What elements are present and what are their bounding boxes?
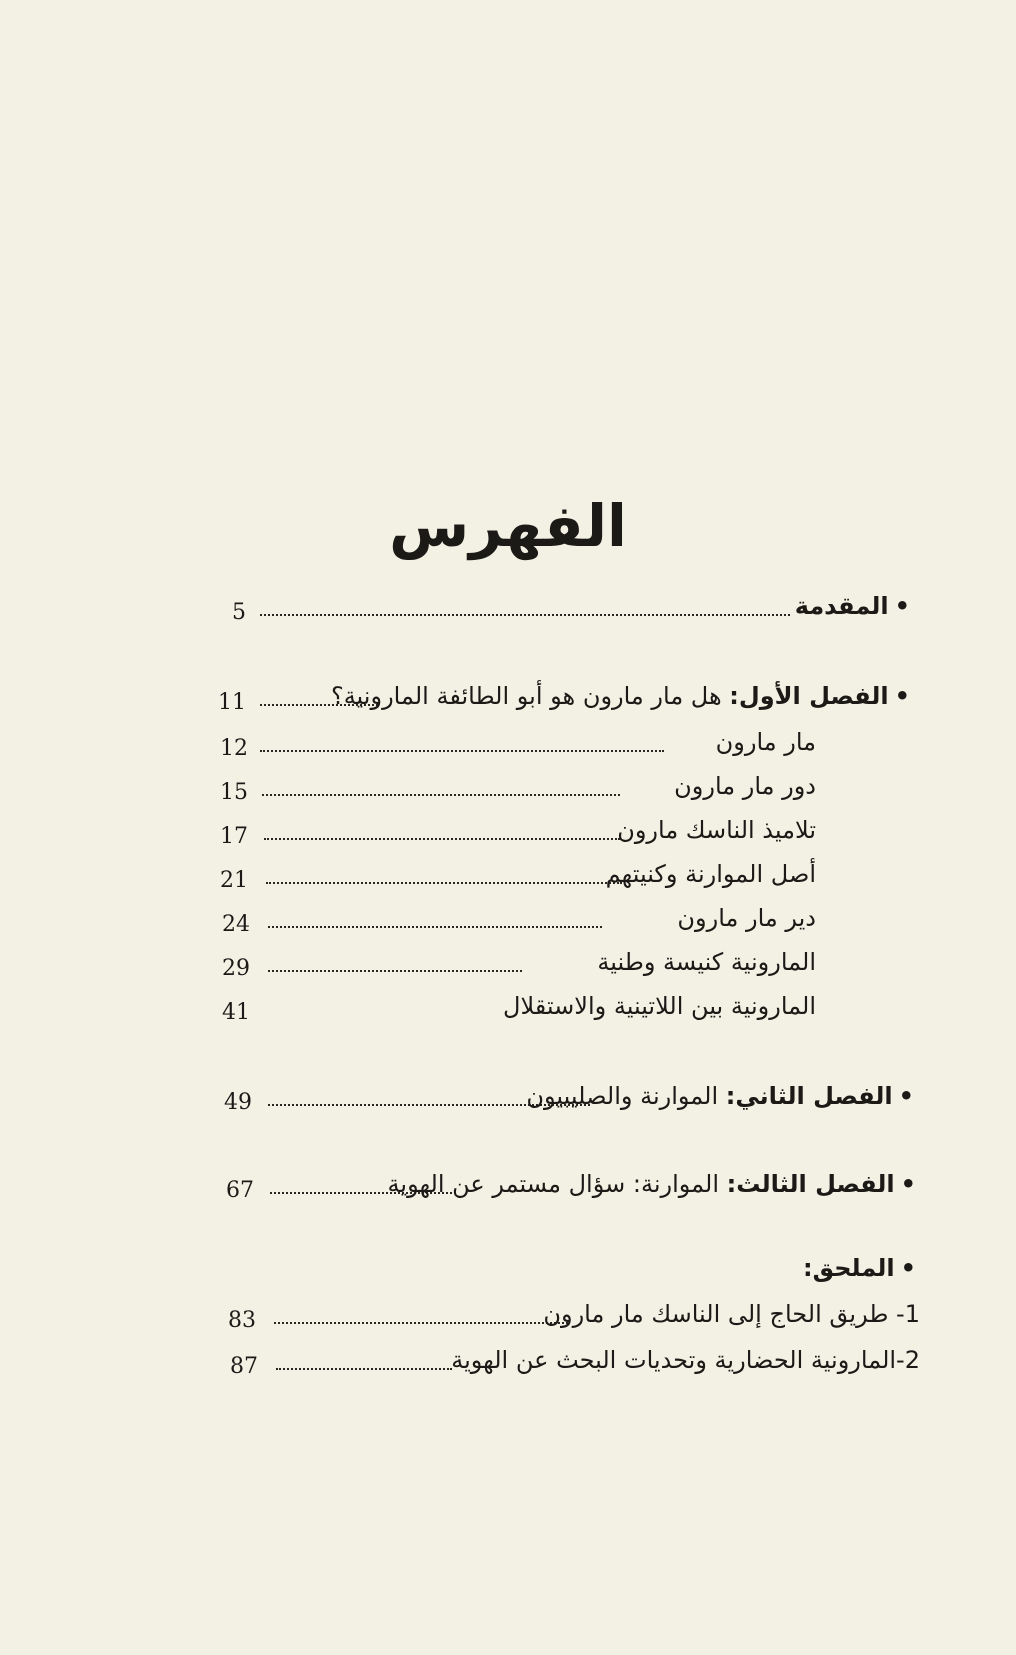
entry-label: دور مار مارون: [674, 772, 816, 800]
dot-leader: [268, 970, 522, 972]
toc-subentry: [222, 904, 816, 944]
page-number: 12: [220, 736, 248, 761]
entry-label: •المقدمة: [794, 592, 910, 620]
dot-leader: [274, 1322, 568, 1324]
toc-entry-appendix: [226, 1254, 916, 1294]
dot-leader: [268, 926, 602, 928]
page-number: 21: [220, 868, 248, 893]
page-number: 87: [230, 1354, 258, 1379]
entry-label: المارونية كنيسة وطنية: [597, 948, 816, 976]
toc-entry-chapter-3: [226, 1170, 916, 1210]
entry-label: 2-المارونية الحضارية وتحديات البحث عن الهوية: [451, 1346, 920, 1374]
entry-label: •الملحق:: [803, 1254, 916, 1282]
entry-label: 1- طريق الحاج إلى الناسك مار مارون: [543, 1300, 920, 1328]
entry-label: مار مارون: [715, 728, 816, 756]
page-number: 11: [218, 690, 246, 715]
page-number: 29: [222, 956, 250, 981]
page-number: 67: [226, 1178, 254, 1203]
page-number: 15: [220, 780, 248, 805]
toc-entry-chapter-1: [218, 682, 910, 722]
dot-leader: [276, 1368, 452, 1370]
dot-leader: [260, 750, 664, 752]
page-number: 17: [220, 824, 248, 849]
entry-label: دير مار مارون: [677, 904, 816, 932]
dot-leader: [262, 794, 620, 796]
toc-subentry: [220, 772, 816, 812]
toc-appendix-item: [228, 1300, 920, 1340]
entry-label: •الفصل الثالث: الموارنة: سؤال مستمر عن الهوية: [387, 1170, 916, 1198]
entry-label: تلاميذ الناسك مارون: [617, 816, 816, 844]
toc-entry-introduction: [232, 592, 910, 632]
toc-title: الفهرس: [389, 492, 627, 560]
toc-appendix-item: [230, 1346, 920, 1386]
toc-subentry: [222, 992, 816, 1032]
page-number: 24: [222, 912, 250, 937]
page-number: 5: [232, 600, 246, 625]
entry-label: أصل الموارنة وكنيتهم: [605, 860, 816, 888]
page-number: 83: [228, 1308, 256, 1333]
entry-label: •الفصل الأول: هل مار مارون هو أبو الطائفة المارونية؟: [330, 682, 910, 710]
page-number: 41: [222, 1000, 250, 1025]
page-number: 49: [224, 1090, 252, 1115]
toc-subentry: [220, 728, 816, 768]
dot-leader: [266, 882, 622, 884]
toc-subentry: [222, 948, 816, 988]
dot-leader: [260, 614, 790, 616]
entry-label: المارونية بين اللاتينية والاستقلال: [503, 992, 816, 1020]
dot-leader: [264, 838, 620, 840]
toc-subentry: [220, 816, 816, 856]
toc-subentry: [220, 860, 816, 900]
entry-label: •الفصل الثاني: الموارنة والصليبيون: [526, 1082, 914, 1110]
toc-entry-chapter-2: [224, 1082, 914, 1122]
